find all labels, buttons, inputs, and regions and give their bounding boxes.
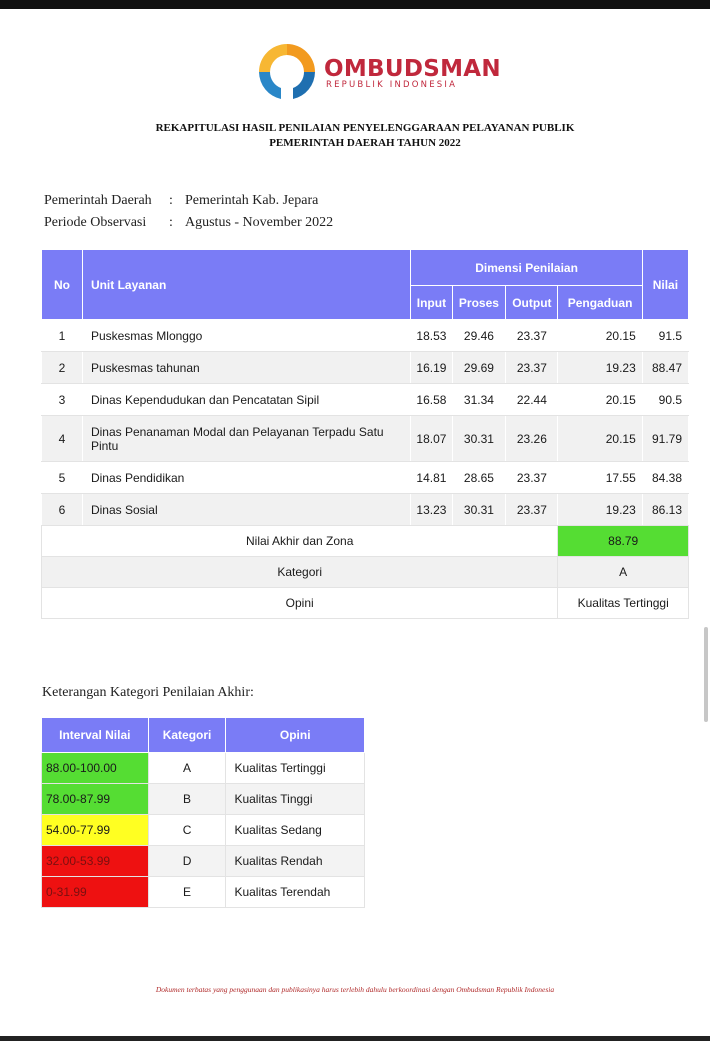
cell-pengaduan: 20.15 [558, 320, 642, 352]
kategori-label: Kategori [42, 557, 558, 588]
pemda-label: Pemerintah Daerah [44, 193, 152, 208]
kategori-value: A [558, 557, 689, 588]
legend-opini: Kualitas Rendah [226, 846, 365, 877]
legend-row [42, 753, 365, 784]
cell-output: 23.37 [506, 352, 558, 384]
legend-kategori: E [148, 877, 226, 908]
cell-no: 6 [42, 494, 83, 526]
nilai-akhir-label: Nilai Akhir dan Zona [42, 526, 558, 557]
cell-proses: 31.34 [452, 384, 506, 416]
header-pengaduan: Pengaduan [558, 286, 642, 320]
legend-title: Keterangan Kategori Penilaian Akhir: [42, 685, 254, 700]
legend-opini: Kualitas Tertinggi [226, 753, 365, 784]
meta-row-periode [44, 212, 333, 234]
legend-header-kategori: Kategori [148, 718, 226, 753]
header-dimensi: Dimensi Penilaian [411, 250, 642, 286]
meta-row-pemda [44, 190, 333, 212]
title-line-2: PEMERINTAH DAERAH TAHUN 2022 [269, 137, 461, 149]
legend-row [42, 815, 365, 846]
cell-unit: Dinas Penanaman Modal dan Pelayanan Terpadu Satu Pintu [82, 416, 410, 462]
legend-interval: 78.00-87.99 [42, 784, 149, 815]
scrollbar[interactable] [704, 627, 708, 722]
cell-unit: Puskesmas tahunan [82, 352, 410, 384]
legend-kategori: C [148, 815, 226, 846]
cell-output: 22.44 [506, 384, 558, 416]
cell-pengaduan: 17.55 [558, 462, 642, 494]
cell-pengaduan: 19.23 [558, 352, 642, 384]
legend-header-opini: Opini [226, 718, 365, 753]
logo-sub-text: REPUBLIK INDONESIA [326, 80, 458, 90]
opini-label: Opini [42, 588, 558, 619]
cell-output: 23.37 [506, 494, 558, 526]
cell-proses: 30.31 [452, 494, 506, 526]
cell-output: 23.26 [506, 416, 558, 462]
cell-proses: 28.65 [452, 462, 506, 494]
cell-input: 13.23 [411, 494, 452, 526]
legend-kategori: D [148, 846, 226, 877]
footer-disclaimer: Dokumen terbatas yang penggunaan dan publikasinya harus terlebih dahulu berkoordinasi dengan Ombudsman Republik Indonesia [155, 985, 555, 994]
cell-input: 18.53 [411, 320, 452, 352]
header-unit: Unit Layanan [82, 250, 410, 320]
legend-kategori: A [148, 753, 226, 784]
cell-proses: 29.46 [452, 320, 506, 352]
table-row [42, 352, 689, 384]
meta-info [44, 190, 333, 234]
cell-no: 1 [42, 320, 83, 352]
summary-row-nilai-akhir [42, 526, 689, 557]
cell-no: 5 [42, 462, 83, 494]
legend-row [42, 846, 365, 877]
title-line-1: REKAPITULASI HASIL PENILAIAN PENYELENGGARAAN PELAYANAN PUBLIK [155, 122, 575, 134]
cell-unit: Dinas Sosial [82, 494, 410, 526]
table-row [42, 416, 689, 462]
table-row [42, 384, 689, 416]
cell-unit: Dinas Pendidikan [82, 462, 410, 494]
opini-value: Kualitas Tertinggi [558, 588, 689, 619]
legend-opini: Kualitas Sedang [226, 815, 365, 846]
cell-no: 4 [42, 416, 83, 462]
cell-nilai: 90.5 [642, 384, 688, 416]
legend-row [42, 877, 365, 908]
document-title [60, 121, 670, 151]
legend-opini: Kualitas Tinggi [226, 784, 365, 815]
top-bar [0, 0, 710, 9]
legend-opini: Kualitas Terendah [226, 877, 365, 908]
header-no: No [42, 250, 83, 320]
rekapitulasi-table [41, 249, 689, 619]
legend-interval: 88.00-100.00 [42, 753, 149, 784]
cell-pengaduan: 20.15 [558, 416, 642, 462]
cell-output: 23.37 [506, 320, 558, 352]
cell-unit: Dinas Kependudukan dan Pencatatan Sipil [82, 384, 410, 416]
cell-nilai: 88.47 [642, 352, 688, 384]
legend-interval: 32.00-53.99 [42, 846, 149, 877]
cell-proses: 30.31 [452, 416, 506, 462]
bottom-bar [0, 1036, 710, 1041]
header-nilai: Nilai [642, 250, 688, 320]
cell-input: 16.58 [411, 384, 452, 416]
periode-label: Periode Observasi [44, 215, 147, 230]
cell-output: 23.37 [506, 462, 558, 494]
separator: : [169, 215, 173, 230]
legend-interval: 0-31.99 [42, 877, 149, 908]
ombudsman-logo [256, 42, 501, 104]
legend-interval: 54.00-77.99 [42, 815, 149, 846]
legend-row [42, 784, 365, 815]
cell-proses: 29.69 [452, 352, 506, 384]
legend-table [41, 717, 365, 908]
cell-unit: Puskesmas Mlonggo [82, 320, 410, 352]
logo-brand-text: OMBUDSMAN [324, 56, 501, 82]
legend-header-interval: Interval Nilai [42, 718, 149, 753]
cell-nilai: 84.38 [642, 462, 688, 494]
header-input: Input [411, 286, 452, 320]
table-row [42, 494, 689, 526]
separator: : [169, 193, 173, 208]
table-row [42, 462, 689, 494]
header-proses: Proses [452, 286, 506, 320]
cell-nilai: 91.5 [642, 320, 688, 352]
cell-pengaduan: 19.23 [558, 494, 642, 526]
nilai-akhir-value: 88.79 [558, 526, 689, 557]
ombudsman-emblem-icon [256, 42, 318, 100]
cell-nilai: 86.13 [642, 494, 688, 526]
cell-no: 3 [42, 384, 83, 416]
cell-input: 18.07 [411, 416, 452, 462]
cell-input: 14.81 [411, 462, 452, 494]
pemda-value: Pemerintah Kab. Jepara [185, 193, 319, 208]
cell-pengaduan: 20.15 [558, 384, 642, 416]
summary-row-opini [42, 588, 689, 619]
cell-no: 2 [42, 352, 83, 384]
legend-kategori: B [148, 784, 226, 815]
periode-value: Agustus - November 2022 [185, 215, 334, 230]
cell-nilai: 91.79 [642, 416, 688, 462]
summary-row-kategori [42, 557, 689, 588]
header-output: Output [506, 286, 558, 320]
table-row [42, 320, 689, 352]
cell-input: 16.19 [411, 352, 452, 384]
